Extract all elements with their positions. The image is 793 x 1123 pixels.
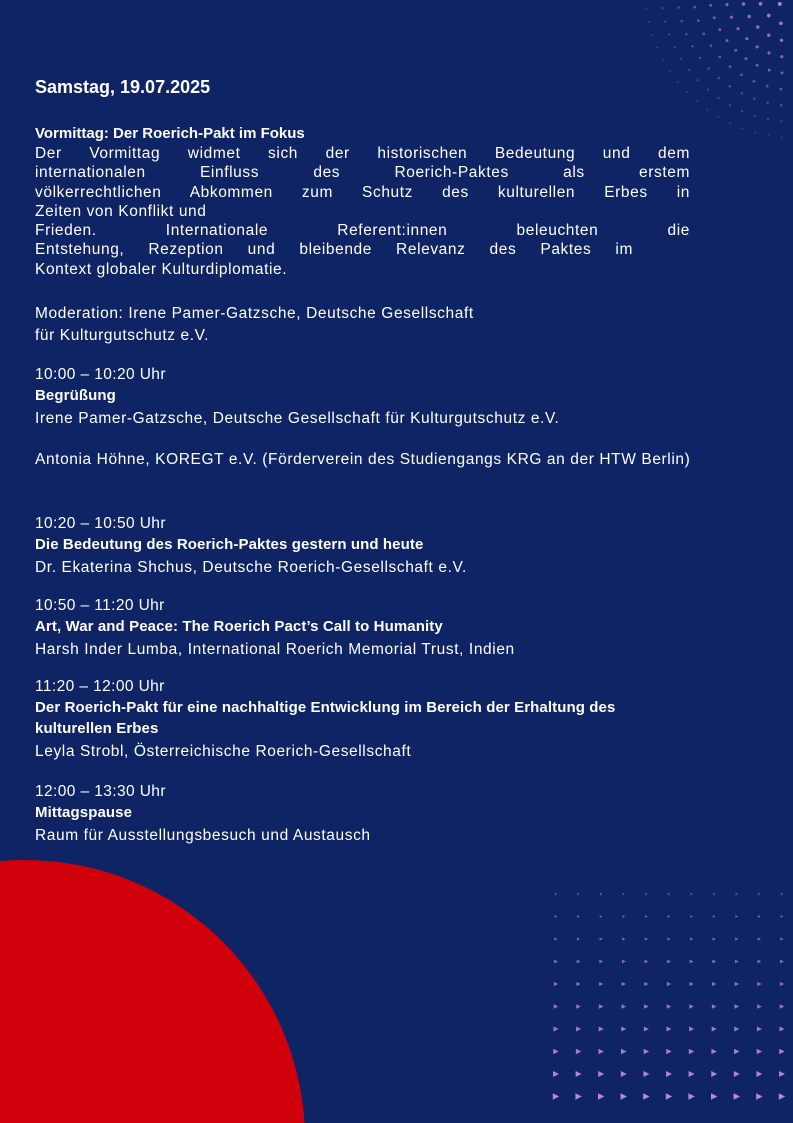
- intro-line: Frieden. Internationale Referent:innen beleuchten die: [35, 222, 690, 240]
- intro-line: Kontext globaler Kulturdiplomatie.: [35, 260, 288, 278]
- intro-text: [35, 144, 690, 279]
- session-title: Der Roerich-Pakt für eine nachhaltige Entwicklung im Bereich der Erhaltung des kulturellen Erbes: [35, 699, 616, 737]
- intro-title: Vormittag: Der Roerich-Pakt im Fokus: [35, 125, 305, 142]
- intro-line: internationalen Einfluss des Roerich-Paktes als erstem: [35, 164, 690, 182]
- session-title: Mittagspause: [35, 804, 133, 821]
- session-block: [35, 677, 695, 763]
- date-heading: Samstag, 19.07.2025: [35, 77, 211, 97]
- session-time: 10:50 – 11:20 Uhr: [35, 597, 165, 614]
- session-speaker: Harsh Inder Lumba, International Roerich Memorial Trust, Indien: [35, 641, 515, 658]
- session-block: [35, 782, 695, 847]
- session-block: [35, 365, 695, 471]
- session-time: 10:00 – 10:20 Uhr: [35, 366, 166, 383]
- session-title: Art, War and Peace: The Roerich Pact’s Call to Humanity: [35, 618, 443, 635]
- session-title: Die Bedeutung des Roerich-Paktes gestern und heute: [35, 536, 424, 553]
- intro-line: völkerrechtlichen Abkommen zum Schutz des kulturellen Erbes in: [35, 183, 690, 201]
- intro-line: Der Vormittag widmet sich der historischen Bedeutung und dem: [35, 145, 690, 162]
- session-time: 10:20 – 10:50 Uhr: [35, 515, 166, 532]
- dot-pattern-bottom-right: [553, 893, 785, 1100]
- session-time: 11:20 – 12:00 Uhr: [35, 678, 165, 695]
- session-title: Begrüßung: [35, 387, 116, 404]
- moderation-line: für Kulturgutschutz e.V.: [35, 327, 210, 344]
- session-block: [35, 596, 695, 661]
- intro-line: Entstehung, Rezeption und bleibende Relevanz des Paktes im: [35, 241, 633, 259]
- session-speaker: Irene Pamer-Gatzsche, Deutsche Gesellschaft für Kulturgutschutz e.V.: [35, 410, 560, 427]
- session-speaker: Dr. Ekaterina Shchus, Deutsche Roerich-Gesellschaft e.V.: [35, 559, 467, 576]
- intro-line: Zeiten von Konflikt und: [35, 202, 207, 220]
- session-block: [35, 514, 695, 579]
- session-speaker: Antonia Höhne, KOREGT e.V. (Förderverein des Studiengangs KRG an der HTW Berlin): [35, 451, 691, 468]
- moderation: [35, 303, 474, 347]
- dot-pattern-top-right: [646, 2, 793, 139]
- session-time: 12:00 – 13:30 Uhr: [35, 783, 166, 800]
- moderation-line: Moderation: Irene Pamer-Gatzsche, Deutsche Gesellschaft: [35, 305, 474, 322]
- session-speaker: Leyla Strobl, Österreichische Roerich-Gesellschaft: [35, 743, 412, 760]
- session-speaker: Raum für Ausstellungsbesuch und Austausch: [35, 827, 371, 844]
- red-circle-decoration: [0, 860, 305, 1123]
